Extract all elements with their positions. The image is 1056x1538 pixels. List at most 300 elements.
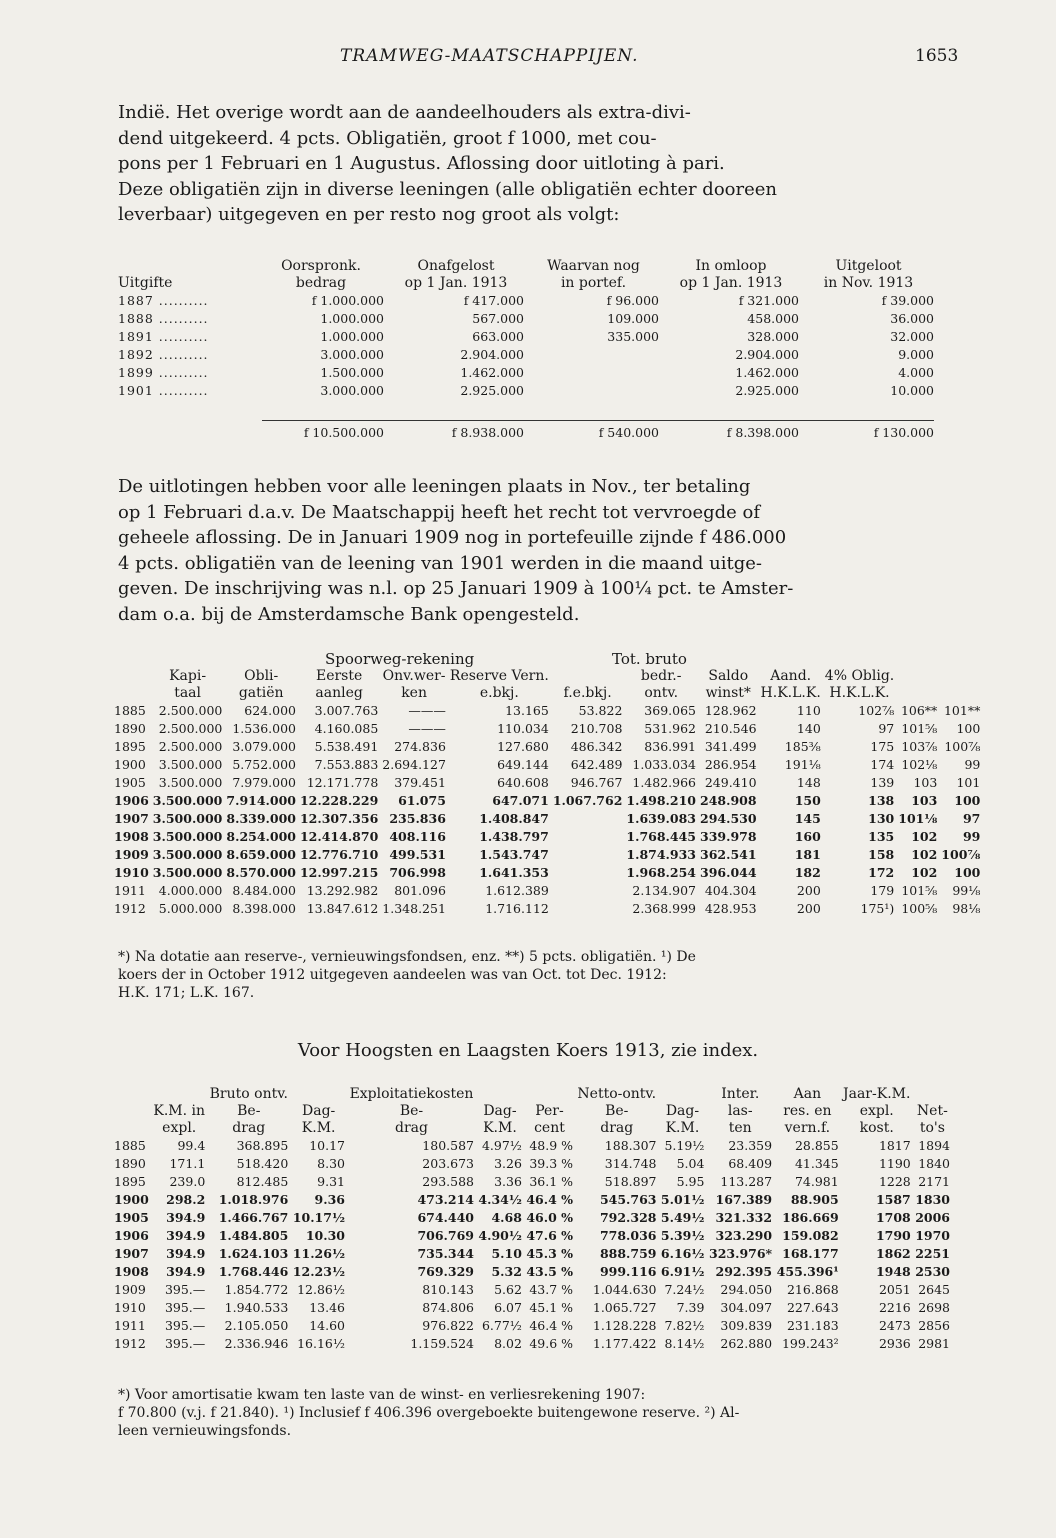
table-cell: 518.897 xyxy=(604,1174,657,1189)
table-cell: 210.546 xyxy=(704,721,757,736)
header-cell xyxy=(913,1086,952,1103)
table-cell: 1.408.847 xyxy=(479,811,549,826)
middle-line: geheele aflossing. De in Januari 1909 nog in portefeuille zijnde f 486.000 xyxy=(118,527,787,548)
table-cell: 394.9 xyxy=(166,1264,206,1279)
table-cell: 179 xyxy=(870,883,895,898)
table-row xyxy=(112,702,982,720)
header-cell: H.K.L.K. xyxy=(760,685,821,701)
table-row xyxy=(112,900,982,918)
table-cell: 1.000.000 xyxy=(320,329,384,344)
table-cell: 486.342 xyxy=(570,739,623,754)
table-cell: 1.018.976 xyxy=(218,1192,289,1207)
header-cell xyxy=(112,668,151,685)
table-row xyxy=(112,1191,952,1209)
table-cell: 4.34½ xyxy=(478,1192,522,1207)
table-cell: 3.26 xyxy=(494,1156,522,1171)
table-cell: 545.763 xyxy=(599,1192,657,1207)
header-cell: ontv. xyxy=(644,685,679,701)
table-cell: 323.290 xyxy=(715,1228,773,1243)
table-row xyxy=(112,1245,952,1263)
header-cell: op 1 Jan. 1913 xyxy=(679,275,783,291)
table-cell: ——— xyxy=(408,721,446,736)
table-cell: 4.160.085 xyxy=(314,721,379,736)
table-cell: 8.254.000 xyxy=(226,829,296,844)
table-cell: 1907 xyxy=(114,1246,149,1261)
table-cell: 1888 .......... xyxy=(118,311,209,326)
table-cell: 235.836 xyxy=(389,811,446,826)
table-cell: 1909 xyxy=(114,847,149,862)
table-row xyxy=(116,346,936,364)
table-cell: 294.530 xyxy=(700,811,757,826)
table-cell: 12.228.229 xyxy=(299,793,379,808)
table-cell: 2006 xyxy=(915,1210,950,1225)
table-cell: 395.— xyxy=(164,1318,206,1333)
table-cell: 231.183 xyxy=(786,1318,839,1333)
table-cell: 1190 xyxy=(878,1156,911,1171)
header-cell xyxy=(151,1086,207,1103)
table-cell: 8.659.000 xyxy=(226,847,296,862)
table-cell: 1.438.797 xyxy=(479,829,549,844)
table-cell: 12.414.870 xyxy=(299,829,379,844)
exploitatie-table xyxy=(112,1086,952,1353)
table-cell: 103 xyxy=(911,793,938,808)
table-cell: 5.49½ xyxy=(660,1210,705,1225)
table-cell: 531.962 xyxy=(644,721,696,736)
middle-line: op 1 Februari d.a.v. De Maatschappij heeft het recht tot vervroegde of xyxy=(118,501,761,523)
header-row xyxy=(112,685,982,702)
table-cell: 3.500.000 xyxy=(152,811,223,826)
table-cell: 1.128.228 xyxy=(592,1318,657,1333)
table-cell: 999.116 xyxy=(599,1264,657,1279)
table-cell: 102 xyxy=(911,847,938,862)
table-cell: 175¹) xyxy=(860,901,895,916)
table-cell: 369.065 xyxy=(644,703,696,718)
header-cell: e.bkj. xyxy=(479,685,519,701)
spoorweg-group-header: Spoorweg-rekening xyxy=(325,650,475,668)
table-cell: 5.95 xyxy=(676,1174,705,1189)
header-cell xyxy=(112,685,151,702)
table-cell: 1708 xyxy=(875,1210,911,1225)
table-cell: 1912 xyxy=(114,901,146,916)
table-cell: 36.000 xyxy=(890,311,934,326)
table-row xyxy=(112,756,982,774)
header-cell: Oorspronk. xyxy=(281,258,361,274)
table-cell: 339.978 xyxy=(700,829,757,844)
table-cell: 28.855 xyxy=(794,1138,839,1153)
table-cell: 1.968.254 xyxy=(626,865,696,880)
table-row xyxy=(112,864,982,882)
table-cell: 5.19½ xyxy=(664,1138,705,1153)
table-cell: 304.097 xyxy=(720,1300,773,1315)
table-row xyxy=(112,1317,952,1335)
header-cell: Be- xyxy=(237,1103,261,1119)
running-title: TRAMWEG-MAATSCHAPPIJEN. xyxy=(340,46,639,66)
table-cell: 97 xyxy=(962,811,981,826)
table-cell: 1892 .......... xyxy=(118,347,209,362)
table-cell: 1.065.727 xyxy=(592,1300,657,1315)
table-cell: 368.895 xyxy=(236,1138,289,1153)
table-cell: 4.000 xyxy=(898,365,934,380)
table-cell: 810.143 xyxy=(422,1282,474,1297)
table-cell: 1910 xyxy=(114,1300,146,1315)
table-cell: 101** xyxy=(943,703,981,718)
table-cell: 53.822 xyxy=(578,703,623,718)
table-cell: 706.998 xyxy=(389,865,446,880)
footnote-line: leen vernieuwingsfonds. xyxy=(118,1423,292,1439)
table-cell: 1.639.083 xyxy=(626,811,696,826)
table-cell: 6.07 xyxy=(494,1300,522,1315)
table-cell: 45.1 % xyxy=(529,1300,574,1315)
table-cell: 4.000.000 xyxy=(158,883,223,898)
table-cell: 210.708 xyxy=(570,721,623,736)
table-cell: 1.500.000 xyxy=(320,365,384,380)
table-cell: 100 xyxy=(954,793,981,808)
table-cell: 1905 xyxy=(114,775,146,790)
header-cell: Netto-ontv. xyxy=(577,1086,657,1102)
table-cell: 4.68 xyxy=(491,1210,522,1225)
header-cell xyxy=(116,258,256,275)
table-cell: 1587 xyxy=(875,1192,911,1207)
table-row xyxy=(112,1137,952,1155)
table-cell: 1890 xyxy=(114,1156,146,1171)
table-cell: 185⅜ xyxy=(784,739,821,754)
header-cell: las- xyxy=(727,1103,753,1119)
header-cell: Per- xyxy=(535,1103,564,1119)
table-cell xyxy=(526,364,661,382)
header-cell: 4% Oblig. xyxy=(824,668,895,684)
table-cell: 394.9 xyxy=(166,1228,206,1243)
table-cell: 191⅛ xyxy=(784,757,821,772)
table-row xyxy=(112,1173,952,1191)
table-cell: 379.451 xyxy=(394,775,446,790)
table-cell: f 1.000.000 xyxy=(311,293,384,308)
table-cell: 39.3 % xyxy=(529,1156,574,1171)
intro-line: Deze obligatiën zijn in diverse leeningen (alle obligatiën echter dooreen xyxy=(118,178,778,200)
table-cell: 2.105.050 xyxy=(224,1318,289,1333)
table-cell: 1911 xyxy=(114,883,146,898)
table-cell: 9.31 xyxy=(317,1174,345,1189)
table-row xyxy=(112,738,982,756)
total-row xyxy=(116,424,936,442)
table-cell xyxy=(526,346,661,364)
table-cell: 12.23½ xyxy=(292,1264,345,1279)
table-cell: 12.171.778 xyxy=(306,775,379,790)
table-cell: 99 xyxy=(964,757,981,772)
table-cell: 14.60 xyxy=(309,1318,345,1333)
table-cell: 100⅞ xyxy=(944,739,981,754)
table-cell: 43.5 % xyxy=(526,1264,574,1279)
table-cell: 642.489 xyxy=(570,757,623,772)
header-cell xyxy=(112,1103,151,1120)
total-cell xyxy=(116,424,256,442)
table-cell: 5.752.000 xyxy=(232,757,296,772)
header-cell xyxy=(551,668,625,685)
table-cell: 1.067.762 xyxy=(552,793,623,808)
table-cell: 13.847.612 xyxy=(306,901,379,916)
table-cell: 2216 xyxy=(878,1300,911,1315)
table-cell: 74.981 xyxy=(794,1174,839,1189)
table-cell: 203.673 xyxy=(422,1156,474,1171)
header-cell: cent xyxy=(534,1120,565,1136)
table-cell: 186.669 xyxy=(782,1210,839,1225)
header-cell: bedrag xyxy=(295,275,347,291)
table-cell: 946.767 xyxy=(570,775,623,790)
table-cell: 5.538.491 xyxy=(314,739,379,754)
table-cell: 1830 xyxy=(915,1192,950,1207)
table-cell: 4.97½ xyxy=(481,1138,522,1153)
header-cell: K.M. xyxy=(301,1120,336,1136)
table-cell: 2473 xyxy=(878,1318,911,1333)
table-cell: 49.6 % xyxy=(529,1336,574,1351)
table-cell: 1.854.772 xyxy=(224,1282,289,1297)
table-cell: 2.904.000 xyxy=(735,347,799,362)
table-cell: 2.500.000 xyxy=(158,739,223,754)
table-cell: 1.940.533 xyxy=(224,1300,289,1315)
table-cell: 1.482.966 xyxy=(632,775,696,790)
header-cell: in portef. xyxy=(560,275,627,291)
table-cell: 159.082 xyxy=(782,1228,839,1243)
table-cell: 1.462.000 xyxy=(735,365,799,380)
table-cell: 640.608 xyxy=(497,775,549,790)
table-cell: 1.033.034 xyxy=(632,757,696,772)
header-cell: drag xyxy=(395,1120,428,1136)
total-cell: f 8.398.000 xyxy=(726,425,799,440)
table-cell: 1.543.747 xyxy=(479,847,549,862)
table-cell: 1909 xyxy=(114,1282,146,1297)
header-cell: to's xyxy=(919,1120,945,1136)
table-cell: 1891 .......... xyxy=(118,329,209,344)
table-cell: 394.9 xyxy=(166,1210,206,1225)
table-cell: 7.82½ xyxy=(664,1318,705,1333)
table-cell: 395.— xyxy=(164,1336,206,1351)
header-cell: Dag- xyxy=(665,1103,700,1119)
table-cell: 624.000 xyxy=(244,703,296,718)
table-cell: 1.348.251 xyxy=(382,901,446,916)
table-cell: 135 xyxy=(868,829,895,844)
table-cell: 13.165 xyxy=(505,703,549,718)
header-cell: In omloop xyxy=(695,258,767,274)
total-rule xyxy=(262,420,934,421)
table-cell: 171.1 xyxy=(169,1156,206,1171)
table-cell: 101 xyxy=(956,775,981,790)
table-cell: 1911 xyxy=(114,1318,146,1333)
table-cell: 227.643 xyxy=(786,1300,839,1315)
header-cell: expl. xyxy=(859,1103,894,1119)
intro-line: dend uitgekeerd. 4 pcts. Obligatiën, groot f 1000, met cou- xyxy=(118,127,657,149)
header-cell: winst* xyxy=(705,685,751,701)
header-cell: K.M. in xyxy=(153,1103,206,1119)
header-cell: drag xyxy=(232,1120,266,1136)
table-cell: 5.39½ xyxy=(660,1228,705,1243)
table-cell: 8.02 xyxy=(494,1336,522,1351)
table-cell: 1.874.933 xyxy=(626,847,696,862)
table-cell: f 96.000 xyxy=(606,293,659,308)
table-cell: 1885 xyxy=(114,1138,146,1153)
header-cell: Waarvan nog xyxy=(547,258,640,274)
table-cell: 473.214 xyxy=(417,1192,474,1207)
header-row xyxy=(112,1103,952,1120)
middle-line: geven. De inschrijving was n.l. op 25 Januari 1909 à 100¼ pct. te Amster- xyxy=(118,578,794,599)
table-cell: 199.243² xyxy=(781,1336,839,1351)
header-cell: Bruto ontv. xyxy=(209,1086,288,1102)
table-cell: 249.410 xyxy=(704,775,757,790)
table-cell: 309.839 xyxy=(720,1318,773,1333)
table-cell: 109.000 xyxy=(607,311,659,326)
table-cell: 5.62 xyxy=(494,1282,522,1297)
table-cell: 1900 xyxy=(114,1192,149,1207)
table-cell: 10.17 xyxy=(309,1138,345,1153)
tot-bruto-header: Tot. bruto xyxy=(612,650,687,668)
table-cell: 5.000.000 xyxy=(158,901,223,916)
header-row xyxy=(112,1120,952,1137)
table-cell: 3.000.000 xyxy=(320,383,384,398)
header-cell: Net- xyxy=(916,1103,948,1119)
table-cell: 8.398.000 xyxy=(232,901,296,916)
header-cell: Inter. xyxy=(721,1086,760,1102)
table-cell: 106** xyxy=(900,703,938,718)
header-row xyxy=(112,1086,952,1103)
table-cell: 1.484.805 xyxy=(218,1228,289,1243)
table-cell: 3.500.000 xyxy=(152,865,223,880)
table-cell: 1906 xyxy=(114,793,149,808)
header-cell: Saldo xyxy=(708,668,749,684)
table-cell: 100⅞ xyxy=(941,847,981,862)
table-cell: 1.716.112 xyxy=(485,901,549,916)
table-cell: 1.159.524 xyxy=(410,1336,474,1351)
table-cell: 10.17½ xyxy=(292,1210,345,1225)
table-cell: 1906 xyxy=(114,1228,149,1243)
table-cell: 2.904.000 xyxy=(460,347,524,362)
table-cell: 101⅛ xyxy=(898,811,938,826)
table-cell: 294.050 xyxy=(720,1282,773,1297)
table-cell: 46.0 % xyxy=(526,1210,574,1225)
table-cell: 8.484.000 xyxy=(232,883,296,898)
header-cell: Reserve Vern. xyxy=(449,668,549,684)
table-cell: 428.953 xyxy=(704,901,757,916)
table-cell: 674.440 xyxy=(417,1210,474,1225)
header-cell: Dag- xyxy=(302,1103,336,1119)
table-cell: 323.976* xyxy=(709,1246,773,1261)
table-cell: 518.420 xyxy=(236,1156,289,1171)
table-cell: 239.0 xyxy=(169,1174,206,1189)
table-cell: 567.000 xyxy=(472,311,524,326)
table-cell: 455.396¹ xyxy=(776,1264,839,1279)
table-cell: 2.500.000 xyxy=(158,703,223,718)
table-cell: 160 xyxy=(794,829,821,844)
table-cell: 3.500.000 xyxy=(158,775,223,790)
table-cell: 2936 xyxy=(878,1336,911,1351)
table-cell xyxy=(551,864,625,882)
table-row xyxy=(112,828,982,846)
table-cell: 3.000.000 xyxy=(320,347,384,362)
table-cell: 168.177 xyxy=(782,1246,839,1261)
table-cell: 12.86½ xyxy=(297,1282,345,1297)
table-cell: 792.328 xyxy=(599,1210,657,1225)
table-cell: f 417.000 xyxy=(463,293,524,308)
header-cell: op 1 Jan. 1913 xyxy=(404,275,508,291)
footnote-line: koers der in October 1912 uitgegeven aandeelen was van Oct. tot Dec. 1912: xyxy=(118,967,667,983)
table-cell: 3.500.000 xyxy=(152,847,223,862)
table-cell: 1912 xyxy=(114,1336,146,1351)
table-cell: 6.16½ xyxy=(660,1246,705,1261)
table-cell: 812.485 xyxy=(236,1174,289,1189)
table-cell: 7.979.000 xyxy=(232,775,296,790)
table-cell: 1.536.000 xyxy=(232,721,296,736)
header-cell: Uitgeloot xyxy=(835,258,902,274)
header-row xyxy=(116,275,936,292)
table-cell: 181 xyxy=(794,847,821,862)
table-row xyxy=(112,1335,952,1353)
total-cell: f 130.000 xyxy=(873,425,934,440)
table-cell: 100⅝ xyxy=(901,901,938,916)
table-cell xyxy=(551,828,625,846)
table-cell: 12.776.710 xyxy=(299,847,379,862)
table-row xyxy=(116,310,936,328)
table-cell: 2.134.907 xyxy=(632,883,696,898)
table-cell: 9.000 xyxy=(898,347,934,362)
table-cell: 158 xyxy=(868,847,895,862)
table-cell: 148 xyxy=(796,775,821,790)
intro-line: Indië. Het overige wordt aan de aandeelhouders als extra-divi- xyxy=(118,102,691,123)
table-cell: 328.000 xyxy=(747,329,799,344)
spoorweg-footnote xyxy=(118,948,948,1002)
table-cell: 3.500.000 xyxy=(158,757,223,772)
table-cell: 874.806 xyxy=(422,1300,474,1315)
table-cell: 2856 xyxy=(918,1318,950,1333)
table-cell: 2.336.946 xyxy=(224,1336,289,1351)
table-cell: 13.46 xyxy=(309,1300,345,1315)
obligation-table xyxy=(116,258,936,400)
table-cell: 11.26½ xyxy=(292,1246,345,1261)
table-cell: 5.32 xyxy=(491,1264,522,1279)
table-row xyxy=(112,792,982,810)
table-cell: 649.144 xyxy=(497,757,549,772)
table-cell xyxy=(551,900,625,918)
table-cell: 32.000 xyxy=(890,329,934,344)
table-cell: 6.91½ xyxy=(660,1264,705,1279)
table-cell: 1970 xyxy=(915,1228,950,1243)
table-cell: 2.500.000 xyxy=(158,721,223,736)
table-cell: 99.4 xyxy=(177,1138,206,1153)
header-cell: K.M. xyxy=(665,1120,700,1136)
header-cell: K.M. xyxy=(483,1120,517,1136)
table-cell: 175 xyxy=(870,739,895,754)
table-cell: 395.— xyxy=(164,1282,206,1297)
table-cell: 1840 xyxy=(918,1156,950,1171)
table-cell: 10.30 xyxy=(305,1228,345,1243)
table-cell: 103 xyxy=(913,775,938,790)
table-cell: 8.30 xyxy=(317,1156,345,1171)
table-cell: 2.925.000 xyxy=(460,383,524,398)
table-cell: 98⅛ xyxy=(952,901,981,916)
table-cell: 2051 xyxy=(878,1282,911,1297)
header-cell: in Nov. 1913 xyxy=(823,275,914,291)
table-cell: 103⅞ xyxy=(901,739,938,754)
table-row xyxy=(112,1281,952,1299)
table-cell: 499.531 xyxy=(389,847,446,862)
table-cell: 97 xyxy=(878,721,895,736)
table-cell xyxy=(551,846,625,864)
header-cell: Jaar-K.M. xyxy=(843,1086,911,1102)
table-cell: f 39.000 xyxy=(881,293,934,308)
header-row xyxy=(116,258,936,275)
table-cell: 1.498.210 xyxy=(626,793,696,808)
table-cell: 102 xyxy=(911,865,938,880)
intro-line: pons per 1 Februari en 1 Augustus. Aflossing door uitloting à pari. xyxy=(118,153,725,174)
table-cell: 7.553.883 xyxy=(314,757,379,772)
header-cell: aanleg xyxy=(315,685,363,701)
table-cell: 335.000 xyxy=(607,329,659,344)
